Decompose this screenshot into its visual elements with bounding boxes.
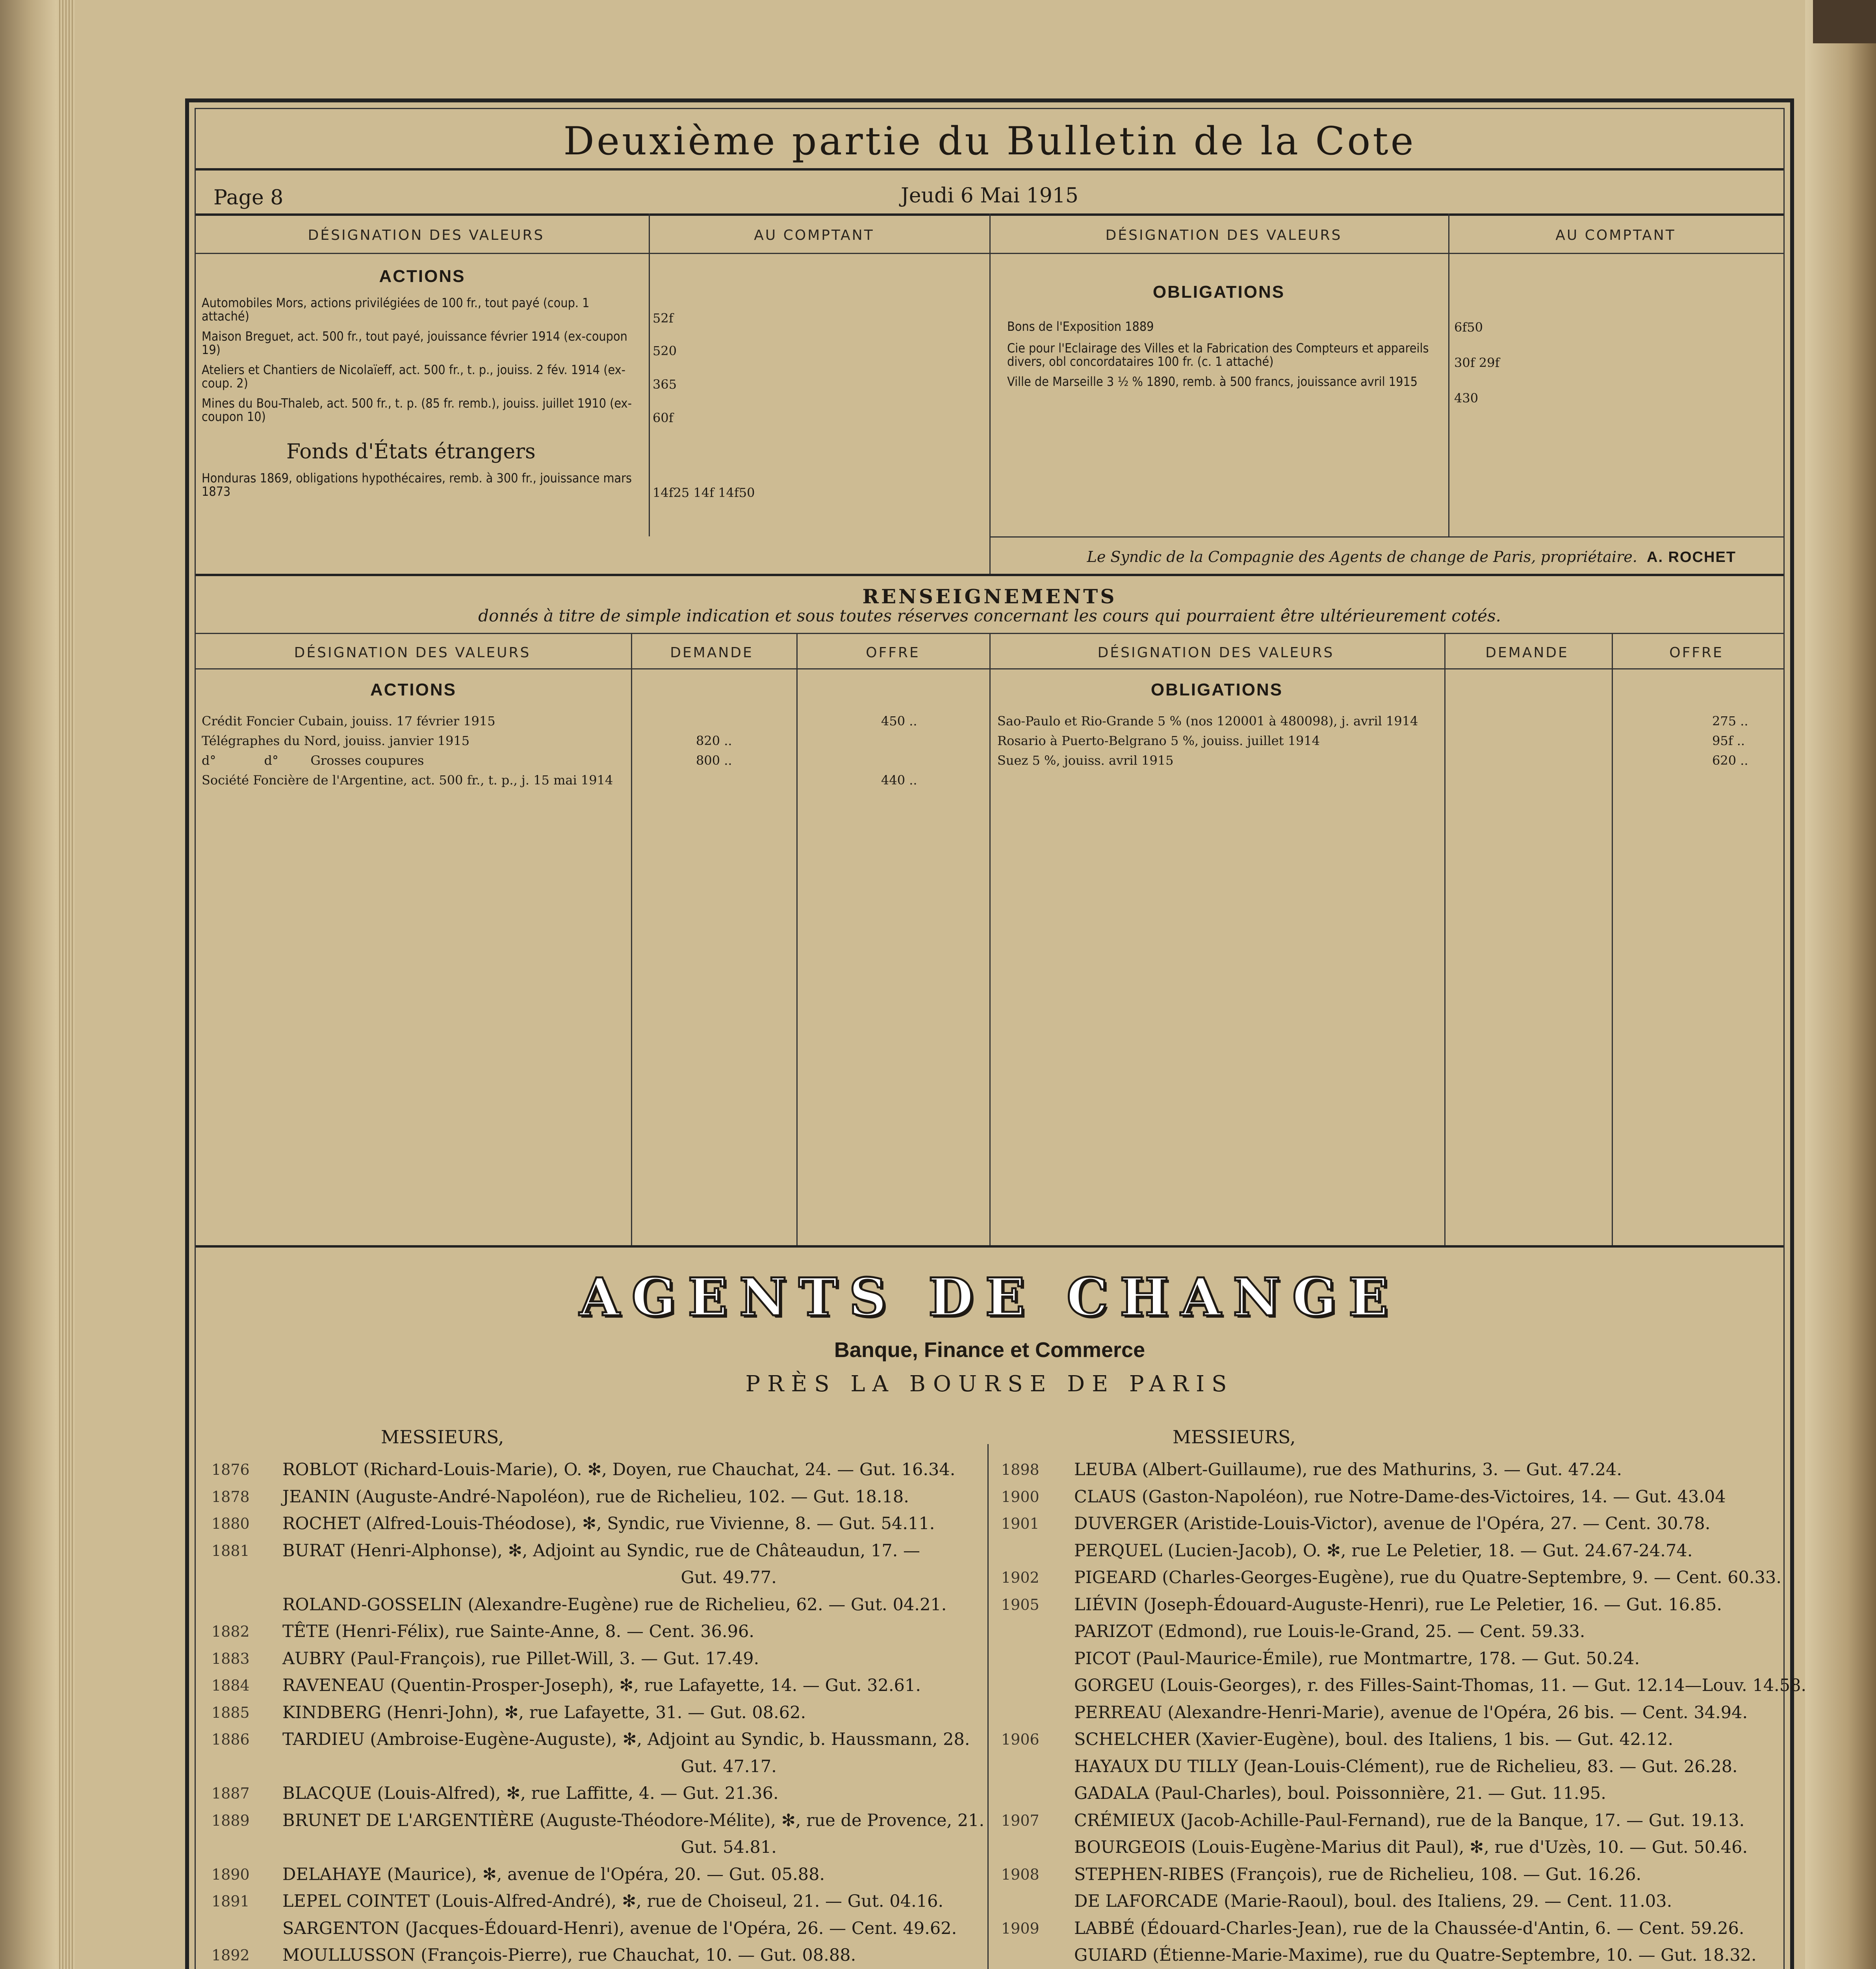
agent-entry: GUIARD (Étienne-Marie-Maxime), rue du Quatre-Septembre, 10. — Gut. 18.32.: [1074, 1945, 1757, 1965]
rens-right-offre: 95f ..: [1712, 733, 1745, 748]
rens-divider-2: [796, 633, 798, 1245]
agent-entry: ROLAND-GOSSELIN (Alexandre-Eugène) rue de Richelieu, 62. — Gut. 04.21.: [282, 1594, 947, 1615]
page-number: Page 8: [213, 186, 284, 210]
agents-rule: [196, 1245, 1783, 1248]
agent-entry: LEPEL COINTET (Louis-Alfred-André), ✻, rue de Choiseul, 21. — Gut. 04.16.: [282, 1891, 944, 1911]
agent-entry: GADALA (Paul-Charles), boul. Poissonnière, 21. — Gut. 11.95.: [1074, 1784, 1606, 1803]
agent-entry: Gut. 49.77.: [282, 1568, 777, 1587]
col-designation-left: DÉSIGNATION DES VALEURS: [308, 227, 545, 243]
bulletin-frame: [185, 98, 1807, 1969]
obligation-value: 6f50: [1454, 320, 1483, 335]
agent-year: 1890: [212, 1865, 250, 1883]
divider-2: [989, 213, 991, 574]
obligation-row: Cie pour l'Eclairage des Villes et la Fabrication des Compteurs et appareils divers, obl concordataires 100 fr. (c. 1 attaché): [1007, 341, 1429, 369]
page-date: Jeudi 6 Mai 1915: [901, 184, 1078, 208]
agent-entry: SCHELCHER (Xavier-Eugène), boul. des Italiens, 1 bis. — Gut. 42.12.: [1074, 1730, 1674, 1749]
agents-title: AGENTS DE CHANGE: [579, 1267, 1400, 1328]
rens-col-demande-right: DEMANDE: [1485, 645, 1569, 661]
agent-year: 1891: [212, 1893, 250, 1910]
divider-3: [1448, 213, 1449, 536]
corner-shadow: [1813, 0, 1876, 43]
agent-year: 1886: [212, 1731, 250, 1748]
agent-entry: TÊTE (Henri-Félix), rue Sainte-Anne, 8. — Cent. 36.96.: [282, 1622, 755, 1641]
rens-right-row: Sao-Paulo et Rio-Grande 5 % (nos 120001 à 480098), j. avril 1914: [997, 714, 1418, 729]
col-comptant-right: AU COMPTANT: [1555, 227, 1676, 243]
agent-year: 1907: [1001, 1811, 1039, 1829]
rens-divider-1: [631, 633, 632, 1245]
action-value: 520: [653, 343, 677, 358]
rens-left-demande: 820 ..: [696, 733, 732, 748]
rens-right-offre: 275 ..: [1712, 714, 1748, 729]
page-edges: [59, 0, 75, 1969]
agent-year: 1882: [212, 1623, 250, 1640]
rens-col-demande-left: DEMANDE: [670, 645, 753, 661]
agent-entry: PICOT (Paul-Maurice-Émile), rue Montmartre, 178. — Gut. 50.24.: [1074, 1648, 1640, 1669]
agents-divider: [987, 1444, 989, 1969]
agent-entry: AUBRY (Paul-François), rue Pillet-Will, 3. — Gut. 17.49.: [282, 1648, 759, 1669]
rens-right-row: Rosario à Puerto-Belgrano 5 %, jouiss. juillet 1914: [997, 733, 1320, 748]
agent-entry: TARDIEU (Ambroise-Eugène-Auguste), ✻, Adjoint au Syndic, b. Haussmann, 28.: [282, 1730, 970, 1749]
agent-entry: SARGENTON (Jacques-Édouard-Henri), avenue de l'Opéra, 26. — Cent. 49.62.: [282, 1918, 957, 1938]
action-value: 52f: [653, 311, 674, 326]
section-obligations-title: OBLIGATIONS: [1152, 282, 1285, 302]
agent-entry: STEPHEN-RIBES (François), rue de Richelieu, 108. — Gut. 16.26.: [1074, 1864, 1642, 1884]
agent-entry: HAYAUX DU TILLY (Jean-Louis-Clément), rue de Richelieu, 83. — Gut. 26.28.: [1074, 1756, 1738, 1776]
rens-left-row: d° d° Grosses coupures: [202, 753, 424, 768]
section-rule: [196, 574, 1783, 576]
agent-entry: JEANIN (Auguste-André-Napoléon), rue de Richelieu, 102. — Gut. 18.18.: [282, 1487, 909, 1507]
title-rule: [196, 168, 1783, 171]
renseignements-title: RENSEIGNEMENTS: [862, 585, 1117, 608]
agent-entry: ROBLOT (Richard-Louis-Marie), O. ✻, Doyen, rue Chauchat, 24. — Gut. 16.34.: [282, 1460, 956, 1480]
fonds-title: Fonds d'États étrangers: [286, 440, 536, 464]
agent-year: 1905: [1001, 1596, 1039, 1613]
divider-1: [649, 213, 650, 536]
col-designation-right: DÉSIGNATION DES VALEURS: [1105, 227, 1342, 243]
rens-col-designation-right: DÉSIGNATION DES VALEURS: [1097, 645, 1334, 661]
agent-entry: KINDBERG (Henri-John), ✻, rue Lafayette, 31. — Gut. 08.62.: [282, 1702, 806, 1722]
agent-entry: PARIZOT (Edmond), rue Louis-le-Grand, 25. — Cent. 59.33.: [1074, 1622, 1585, 1641]
action-row: Automobiles Mors, actions privilégiées de 100 fr., tout payé (coup. 1 attaché): [202, 295, 590, 324]
action-row: Mines du Bou-Thaleb, act. 500 fr., t. p. (85 fr. remb.), jouiss. juillet 1910 (ex-coupon 10): [202, 396, 632, 424]
agent-entry: BRUNET DE L'ARGENTIÈRE (Auguste-Théodore-Mélite), ✻, rue de Provence, 21.: [282, 1810, 985, 1830]
agent-year: 1887: [212, 1785, 250, 1802]
col-comptant-left: AU COMPTANT: [754, 227, 874, 243]
rens-actions-title: ACTIONS: [370, 680, 456, 699]
agents-subtitle: Banque, Finance et Commerce: [834, 1338, 1145, 1362]
renseignements-subtitle: donnés à titre de simple indication et sous toutes réserves concernant les cours qui pourraient être ultérieurement cotés.: [478, 606, 1501, 625]
agent-entry: MOULLUSSON (François-Pierre), rue Chauchat, 10. — Gut. 08.88.: [282, 1945, 856, 1965]
obligation-row: Ville de Marseille 3 ½ % 1890, remb. à 500 francs, jouissance avril 1915: [1007, 374, 1418, 389]
agent-entry: Gut. 54.81.: [282, 1837, 777, 1857]
agent-entry: LEUBA (Albert-Guillaume), rue des Mathurins, 3. — Gut. 47.24.: [1074, 1460, 1622, 1480]
rens-left-row: Télégraphes du Nord, jouiss. janvier 1915: [202, 733, 470, 748]
rens-right-offre: 620 ..: [1712, 753, 1748, 768]
agent-year: 1885: [212, 1704, 250, 1721]
agent-entry: DUVERGER (Aristide-Louis-Victor), avenue de l'Opéra, 27. — Cent. 30.78.: [1074, 1514, 1711, 1533]
agent-year: 1908: [1001, 1865, 1039, 1883]
action-row: Maison Breguet, act. 500 fr., tout payé, jouissance février 1914 (ex-coupon 19): [202, 329, 627, 357]
agent-entry: PERQUEL (Lucien-Jacob), O. ✻, rue Le Peletier, 18. — Gut. 24.67-24.74.: [1074, 1541, 1693, 1561]
obligation-value: 430: [1454, 391, 1479, 406]
rens-obligations-title: OBLIGATIONS: [1150, 680, 1283, 699]
agent-year: 1881: [212, 1542, 250, 1559]
syndic-text: Le Syndic de la Compagnie des Agents de change de Paris, propriétaire.: [1087, 548, 1637, 565]
rens-col-designation-left: DÉSIGNATION DES VALEURS: [294, 645, 531, 661]
agent-entry: BLACQUE (Louis-Alfred), ✻, rue Laffitte, 4. — Gut. 21.36.: [282, 1784, 779, 1803]
agent-entry: LIÉVIN (Joseph-Édouard-Auguste-Henri), rue Le Peletier, 16. — Gut. 16.85.: [1074, 1594, 1722, 1615]
agent-entry: GORGEU (Louis-Georges), r. des Filles-Saint-Thomas, 11. — Gut. 12.14—Louv. 14.58.: [1074, 1676, 1807, 1695]
syndic-rule: [989, 536, 1783, 538]
obligation-row: Bons de l'Exposition 1889: [1007, 319, 1154, 334]
action-row: Ateliers et Chantiers de Nicolaïeff, act. 500 fr., t. p., jouiss. 2 fév. 1914 (ex-coup. 2): [202, 362, 626, 391]
agent-year: 1884: [212, 1677, 250, 1694]
agent-year: 1889: [212, 1811, 250, 1829]
rens-left-row: Crédit Foncier Cubain, jouiss. 17 février 1915: [202, 714, 495, 729]
page-title: Deuxième partie du Bulletin de la Cote: [563, 119, 1416, 164]
agent-year: 1906: [1001, 1731, 1039, 1748]
rens-divider-4: [1444, 633, 1446, 1245]
rens-left-offre: 440 ..: [881, 773, 917, 788]
agent-entry: PIGEARD (Charles-Georges-Eugène), rue du Quatre-Septembre, 9. — Cent. 60.33.: [1074, 1568, 1781, 1587]
agent-entry: CLAUS (Gaston-Napoléon), rue Notre-Dame-des-Victoires, 14. — Gut. 43.04: [1074, 1487, 1726, 1507]
agent-entry: DE LAFORCADE (Marie-Raoul), boul. des Italiens, 29. — Cent. 11.03.: [1074, 1891, 1672, 1911]
right-page-edge: [1805, 0, 1876, 1969]
rens-col-offre-left: OFFRE: [866, 645, 920, 661]
action-value: 365: [653, 377, 677, 392]
agent-year: 1902: [1001, 1569, 1039, 1586]
agent-year: 1883: [212, 1650, 250, 1667]
rens-col-offre-right: OFFRE: [1669, 645, 1724, 661]
fonds-row: Honduras 1869, obligations hypothécaires, remb. à 300 fr., jouissance mars 1873: [202, 471, 632, 499]
rens-left-demande: 800 ..: [696, 753, 732, 768]
agents-place: PRÈS LA BOURSE DE PARIS: [745, 1371, 1234, 1397]
agent-year: 1909: [1001, 1919, 1039, 1937]
agent-entry: ROCHET (Alfred-Louis-Théodose), ✻, Syndic, rue Vivienne, 8. — Gut. 54.11.: [282, 1514, 935, 1533]
messieurs-right: MESSIEURS,: [1173, 1426, 1296, 1448]
agent-entry: Gut. 47.17.: [282, 1756, 777, 1776]
section-actions-title: ACTIONS: [379, 267, 466, 286]
agent-entry: PERREAU (Alexandre-Henri-Marie), avenue de l'Opéra, 26 bis. — Cent. 34.94.: [1074, 1702, 1748, 1722]
agent-year: 1892: [212, 1947, 250, 1964]
obligation-value: 30f 29f: [1454, 355, 1500, 370]
bulletin-inner: [195, 108, 1807, 1969]
fonds-value: 14f25 14f 14f50: [653, 485, 755, 500]
agent-entry: BURAT (Henri-Alphonse), ✻, Adjoint au Syndic, rue de Châteaudun, 17. —: [282, 1541, 920, 1561]
agent-year: 1901: [1001, 1515, 1039, 1532]
agent-entry: DELAHAYE (Maurice), ✻, avenue de l'Opéra, 20. — Gut. 05.88.: [282, 1864, 825, 1884]
agent-year: 1900: [1001, 1488, 1039, 1505]
agent-year: 1876: [212, 1461, 250, 1478]
agent-entry: BOURGEOIS (Louis-Eugène-Marius dit Paul), ✻, rue d'Uzès, 10. — Gut. 50.46.: [1074, 1837, 1748, 1857]
rens-right-row: Suez 5 %, jouiss. avril 1915: [997, 753, 1174, 768]
syndic-name: A. ROCHET: [1647, 549, 1736, 565]
messieurs-left: MESSIEURS,: [381, 1426, 504, 1448]
agent-year: 1878: [212, 1488, 250, 1505]
action-value: 60f: [653, 410, 674, 425]
rens-left-offre: 450 ..: [881, 714, 917, 729]
agent-entry: RAVENEAU (Quentin-Prosper-Joseph), ✻, rue Lafayette, 14. — Gut. 32.61.: [282, 1676, 921, 1695]
agent-entry: CRÉMIEUX (Jacob-Achille-Paul-Fernand), rue de la Banque, 17. — Gut. 19.13.: [1074, 1810, 1745, 1830]
agent-year: 1880: [212, 1515, 250, 1532]
agent-entry: LABBÉ (Édouard-Charles-Jean), rue de la Chaussée-d'Antin, 6. — Cent. 59.26.: [1074, 1918, 1744, 1938]
rens-divider-3: [989, 633, 991, 1245]
rens-divider-5: [1612, 633, 1613, 1245]
syndic-line: [1087, 548, 1736, 566]
agent-year: 1898: [1001, 1461, 1039, 1478]
rens-left-row: Société Foncière de l'Argentine, act. 500 fr., t. p., j. 15 mai 1914: [202, 773, 613, 788]
